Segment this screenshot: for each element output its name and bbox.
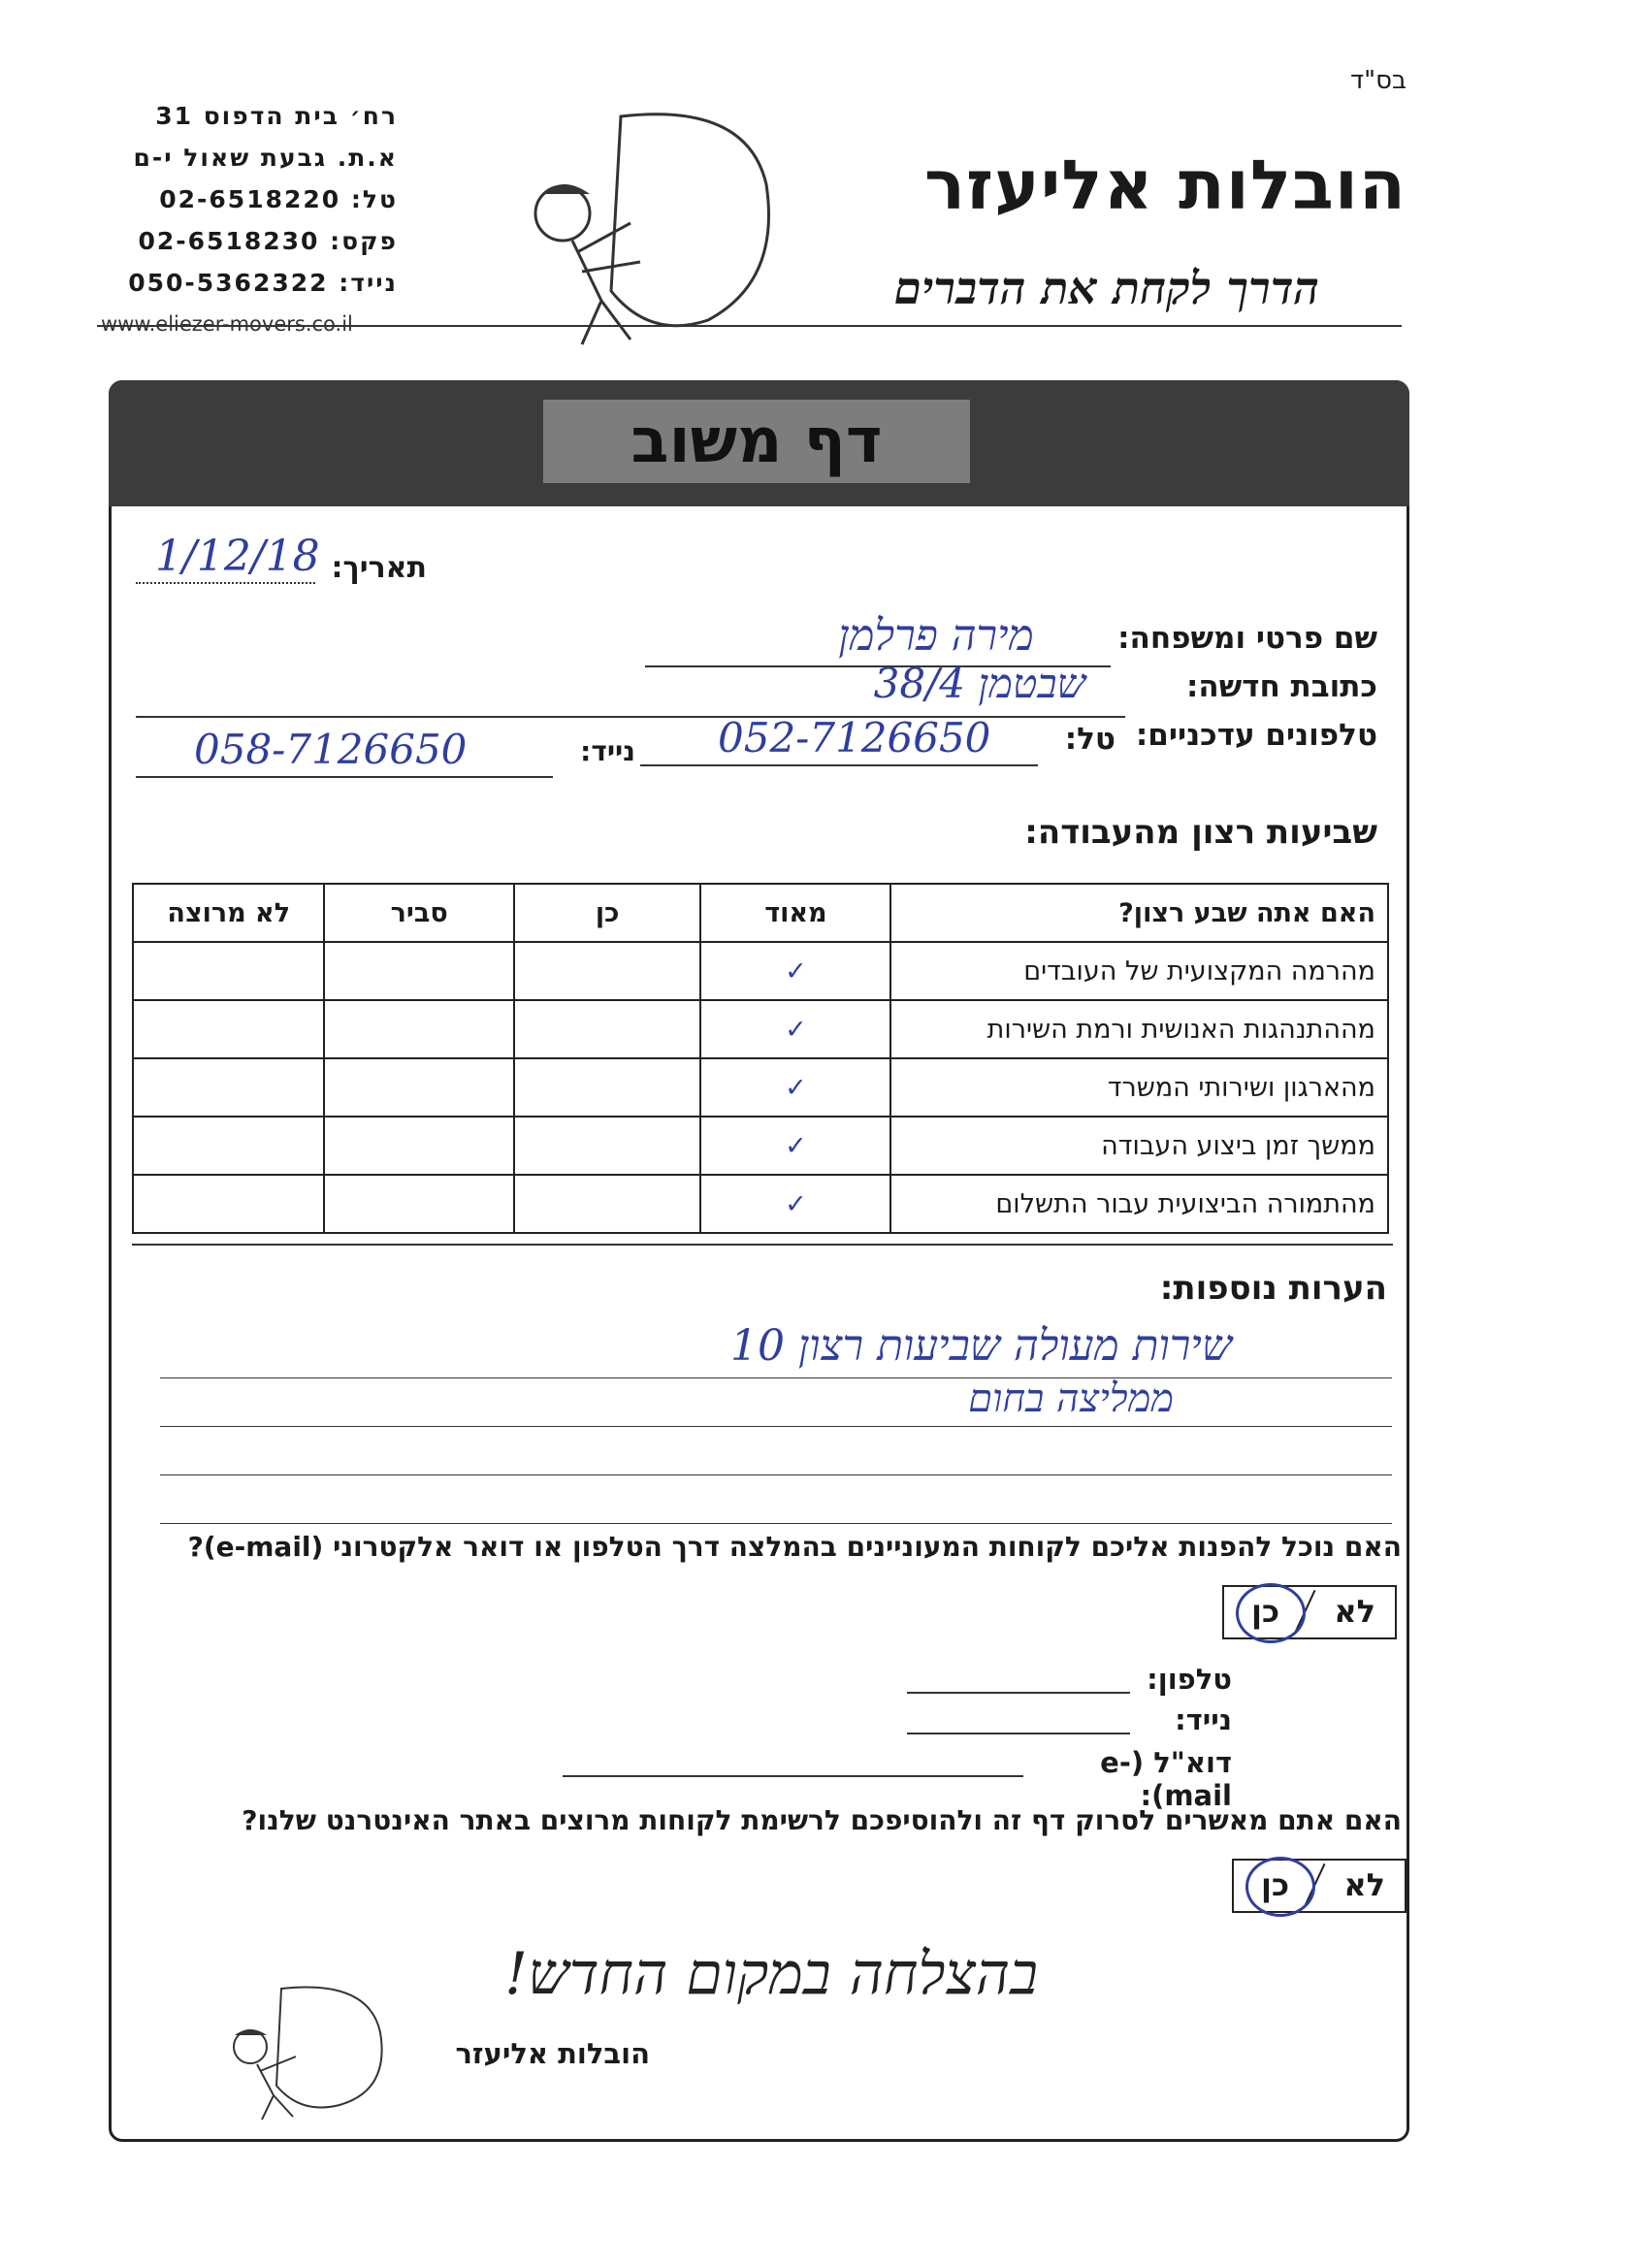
ref-mobile-line (907, 1733, 1130, 1734)
cell-yes[interactable] (514, 1000, 700, 1058)
form-title: דף משוב (543, 400, 970, 483)
contact-yes-option[interactable]: כן (1251, 1593, 1280, 1630)
company-name: הובלות אליעזר (923, 146, 1406, 225)
closing-signature: הובלות אליעזר (455, 2037, 650, 2070)
row-question: מהארגון ושירותי המשרד (890, 1058, 1388, 1117)
cell-not-satisfied[interactable] (133, 942, 324, 1000)
cell-reasonable[interactable] (324, 1117, 513, 1175)
notes-line-4 (160, 1523, 1392, 1524)
cell-yes[interactable] (514, 1058, 700, 1117)
address-line2: א.ת. גבעת שאול י-ם (133, 144, 398, 172)
website-link[interactable]: www.eliezer-movers.co.il (101, 312, 353, 336)
mobile-label: נייד: (339, 269, 398, 297)
cell-reasonable[interactable] (324, 942, 513, 1000)
address-line1: רח׳ בית הדפוס 31 (155, 102, 398, 130)
bsd-mark: בס"ד (1349, 66, 1406, 95)
row-question: ממשך זמן ביצוע העבודה (890, 1117, 1388, 1175)
cell-yes[interactable] (514, 1117, 700, 1175)
phone-label: טל: (350, 185, 398, 213)
col-yes: כן (514, 884, 700, 942)
table-row (133, 1000, 1388, 1058)
mobile-line (136, 776, 553, 778)
table-bottom-rule (132, 1244, 1393, 1246)
check-mark-icon[interactable]: ✓ (700, 1000, 890, 1058)
table-row (133, 1117, 1388, 1175)
table-row (133, 1058, 1388, 1117)
table-row (133, 942, 1388, 1000)
ref-mobile-label: נייד: (1175, 1703, 1232, 1736)
col-not-satisfied: לא מרוצה (133, 884, 324, 942)
tel-line (640, 764, 1038, 766)
check-mark-icon[interactable]: ✓ (700, 1175, 890, 1233)
mobile-value[interactable]: 058-7126650 (194, 726, 468, 773)
cell-yes[interactable] (514, 1175, 700, 1233)
cell-reasonable[interactable] (324, 1000, 513, 1058)
closing-handwritten: בהצלחה במקום החדש! (504, 1940, 1038, 2008)
selection-circle-icon (1236, 1583, 1306, 1643)
table-header-row (133, 884, 1388, 942)
check-mark-icon[interactable]: ✓ (700, 1058, 890, 1117)
phones-label: טלפונים עדכניים: (1135, 718, 1377, 753)
date-line (136, 582, 315, 584)
cell-yes[interactable] (514, 942, 700, 1000)
ref-email-label: דוא"ל (e-mail): (1100, 1746, 1232, 1812)
selection-circle-icon (1245, 1857, 1315, 1917)
row-question: מהתמורה הביצועית עבור התשלום (890, 1175, 1388, 1233)
notes-text-1[interactable]: שירות מעולה שביעות רצון 10 (730, 1321, 1232, 1371)
table-row (133, 1175, 1388, 1233)
contact-block (97, 95, 398, 304)
col-very: מאוד (700, 884, 890, 942)
company-phone: 02-6518220 (159, 185, 341, 213)
mobile-label: נייד: (580, 735, 635, 767)
cell-not-satisfied[interactable] (133, 1117, 324, 1175)
fax-label: פקס: (330, 227, 398, 255)
cell-not-satisfied[interactable] (133, 1175, 324, 1233)
contact-question: האם נוכל להפנות אליכם לקוחות המעוניינים בהמלצה דרך הטלפון או דואר אלקטרוני (e-mail)? (187, 1531, 1402, 1563)
notes-line-2 (160, 1426, 1392, 1427)
website-no-option[interactable]: לא (1343, 1866, 1385, 1903)
notes-line-3 (160, 1474, 1392, 1475)
check-mark-icon[interactable]: ✓ (700, 1117, 890, 1175)
mover-mascot-icon (504, 97, 795, 359)
address-value[interactable]: שבטמן 38/4 (873, 660, 1086, 707)
cell-not-satisfied[interactable] (133, 1000, 324, 1058)
row-question: מההתנהגות האנושית ורמת השירות (890, 1000, 1388, 1058)
date-label: תאריך: (331, 551, 427, 585)
website-yes-option[interactable]: כן (1261, 1866, 1290, 1903)
contact-no-option[interactable]: לא (1334, 1593, 1375, 1630)
name-label: שם פרטי ומשפחה: (1117, 621, 1377, 656)
ref-email-line (563, 1775, 1023, 1777)
ref-phone-line (907, 1692, 1130, 1694)
cell-reasonable[interactable] (324, 1058, 513, 1117)
cell-not-satisfied[interactable] (133, 1058, 324, 1117)
cell-reasonable[interactable] (324, 1175, 513, 1233)
website-yes-no-box (1232, 1859, 1406, 1913)
tel-value[interactable]: 052-7126650 (718, 714, 991, 761)
date-value[interactable]: 1/12/18 (155, 532, 320, 581)
col-reasonable: סביר (324, 884, 513, 942)
notes-heading: הערות נוספות: (1159, 1269, 1387, 1308)
check-mark-icon[interactable]: ✓ (700, 942, 890, 1000)
company-slogan: הדרך לקחת את הדברים (893, 262, 1319, 314)
company-fax: 02-6518230 (138, 227, 320, 255)
name-value[interactable]: מירה פרלמן (838, 611, 1034, 661)
notes-text-2[interactable]: ממליצה בחום (968, 1377, 1174, 1421)
satisfaction-heading: שביעות רצון מהעבודה: (1024, 813, 1377, 852)
col-question: האם אתה שבע רצון? (890, 884, 1388, 942)
ref-phone-label: טלפון: (1147, 1663, 1232, 1696)
satisfaction-table (132, 883, 1389, 1234)
tel-label: טל: (1064, 722, 1116, 757)
company-mobile: 050-5362322 (128, 269, 329, 297)
address-label: כתובת חדשה: (1186, 669, 1377, 704)
website-question: האם אתם מאשרים לסרוק דף זה ולהוסיפכם לרשימת לקוחות מרוצים באתר האינטרנט שלנו? (242, 1804, 1402, 1836)
contact-yes-no-box (1222, 1585, 1397, 1639)
row-question: מהרמה המקצועית של העובדים (890, 942, 1388, 1000)
header-divider (97, 325, 1402, 327)
mover-mascot-small-icon (213, 1979, 398, 2124)
